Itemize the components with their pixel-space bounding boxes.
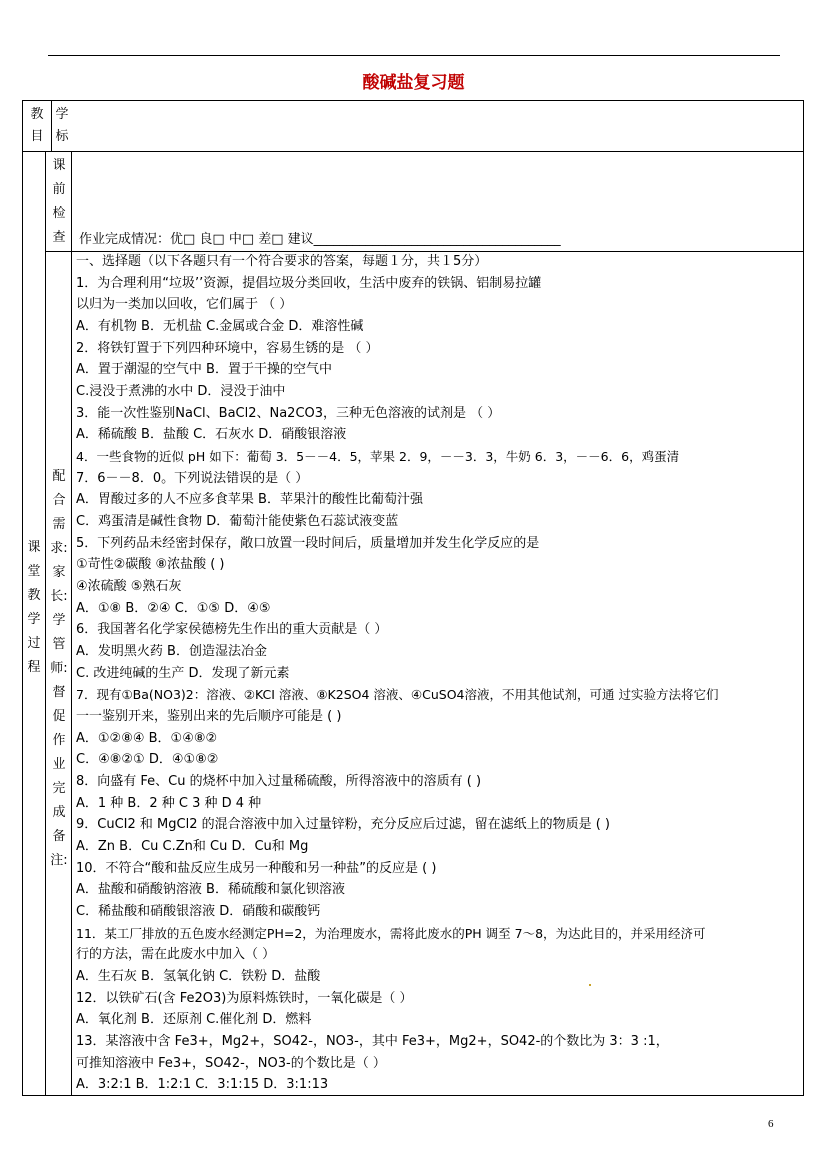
question-line: ①苛性②碳酸 ⑧浓盐酸 ( ) <box>76 557 225 572</box>
question-line: A．胃酸过多的人不应多食苹果 B．苹果汁的酸性比葡萄汁强 <box>76 492 423 507</box>
row-divider-1 <box>23 151 803 152</box>
question-line: C．稀盐酸和硝酸银溶液 D．硝酸和碳酸钙 <box>76 904 321 919</box>
question-line: 一一鉴别开来，鉴别出来的先后顺序可能是 ( ) <box>76 709 342 724</box>
question-line: 8．向盛有 Fe、Cu 的烧杯中加入过量稀硫酸，所得溶液中的溶质有 ( ) <box>76 774 482 789</box>
question-line: A．氧化剂 B．还原剂 C.催化剂 D．燃料 <box>76 1012 312 1027</box>
col-divider-right <box>71 151 72 1095</box>
question-line: 13．某溶液中含 Fe3+，Mg2+，SO42-，NO3-，其中 Fe3+，Mg2+，SO42-的个数比为 3：3 :1， <box>76 1034 669 1049</box>
question-line: 10．不符合“酸和盐反应生成另一种酸和另一种盐”的反应是 ( ) <box>76 861 437 876</box>
col-divider-left <box>45 151 46 1095</box>
question-line: A．①②⑧④ B．①④⑧② <box>76 731 218 746</box>
question-line: 4．一些食物的近似 pH 如下：葡萄 3．5－－4．5，苹果 2．9，－－3．3，牛奶 6．3，－－6．6，鸡蛋清 <box>76 449 680 464</box>
process-label: 课 堂 教 学 过 程 <box>27 540 41 675</box>
question-line: 1．为合理利用“垃圾’’资源，提倡垃圾分类回收，生活中废弃的铁锅、铝制易拉罐 <box>76 276 542 291</box>
objective-label-left: 教目 <box>30 107 44 144</box>
question-line: A．有机物 B．无机盐 C.金属或合金 D．难溶性碱 <box>76 319 364 334</box>
row-divider-2 <box>45 251 803 252</box>
question-line: C．④⑧②① D．④①⑧② <box>76 752 219 767</box>
question-line: 7．现有①Ba(NO3)2：溶液、②KCI 溶液、⑧K2SO4 溶液、④CuSO4溶液，不用其他试剂，可通 过实验方法将它们 <box>76 687 719 702</box>
question-line: 2．将铁钉置于下列四种环境中，容易生锈的是 （ ） <box>76 341 379 356</box>
question-line: C.浸没于煮沸的水中 D．浸没于油中 <box>76 384 286 399</box>
top-rule <box>48 55 780 56</box>
objective-label-right: 学标 <box>55 107 69 144</box>
precheck-label: 课 前 检 查 <box>52 158 66 245</box>
question-line: 11．某工厂排放的五色废水经测定PH=2，为治理废水，需将此废水的PH 调至 7～8，为达此目的，并采用经济可 <box>76 926 706 941</box>
question-line: A．稀硫酸 B．盐酸 C．石灰水 D．硝酸银溶液 <box>76 427 347 442</box>
question-line: A．3:2:1 B．1:2:1 C．3:1:15 D．3:1:13 <box>76 1077 329 1092</box>
question-line: A．发明黑火药 B．创造湿法冶金 <box>76 644 267 659</box>
question-line: 12．以铁矿石(含 Fe2O3)为原料炼铁时，一氧化碳是（ ） <box>76 991 413 1006</box>
question-line: A．盐酸和硝酸钠溶液 B．稀硫酸和氯化钡溶液 <box>76 882 345 897</box>
question-line: ④浓硫酸 ⑤熟石灰 <box>76 579 182 594</box>
question-line: 行的方法，需在此废水中加入（ ） <box>76 947 276 962</box>
question-line: 9．CuCI2 和 MgCl2 的混合溶液中加入过量锌粉，充分反应后过滤，留在滤纸上的物质是 ( ) <box>76 817 611 832</box>
question-line: 5．下列药品未经密封保存，敞口放置一段时间后，质量增加并发生化学反应的是 <box>76 536 540 551</box>
question-line: A．生石灰 B．氢氧化钠 C．铁粉 D．盐酸 <box>76 969 321 984</box>
question-line: 3．能一次性鉴别NaCl、BaCl2、Na2CO3，三种无色溶液的试剂是 （ ） <box>76 406 501 421</box>
stray-mark <box>589 984 591 986</box>
question-line: C．鸡蛋清是碱性食物 D．葡萄汁能使紫色石蕊试液变蓝 <box>76 514 399 529</box>
page-number: 6 <box>768 1118 774 1130</box>
question-list <box>76 254 798 1096</box>
question-line: 可推知溶液中 Fe3+，SO42-，NO3-的个数比是（ ） <box>76 1056 386 1071</box>
question-line: A．置于潮湿的空气中 B．置于干操的空气中 <box>76 362 332 377</box>
question-line: C. 改进纯碱的生产 D．发现了新元素 <box>76 666 290 681</box>
question-line: 7．6－－8．0。下列说法错误的是（ ） <box>76 471 309 486</box>
question-line: 以归为一类加以回收，它们属于 （ ） <box>76 297 293 312</box>
question-line: 一、选择题（以下各题只有一个符合要求的答案，每题１分，共１5分） <box>76 254 488 269</box>
question-line: A．Zn B．Cu C.Zn和 Cu D．Cu和 Mg <box>76 839 309 854</box>
notes-label: 配 合 需 求: 家 长: 学 管 师: 督 促 作 业 完 成 备 注: <box>50 469 68 868</box>
question-line: A．1 种 B．2 种 C 3 种 D 4 种 <box>76 796 262 811</box>
question-line: 6．我国著名化学家侯德榜先生作出的重大贡献是（ ） <box>76 622 388 637</box>
page-title: 酸碱盐复习题 <box>362 73 465 93</box>
question-line: A．①⑧ B．②④ C．①⑤ D．④⑤ <box>76 601 271 616</box>
homework-status: 作业完成情况：优□ 良□ 中□ 差□ 建议______________________________________ <box>79 232 561 247</box>
